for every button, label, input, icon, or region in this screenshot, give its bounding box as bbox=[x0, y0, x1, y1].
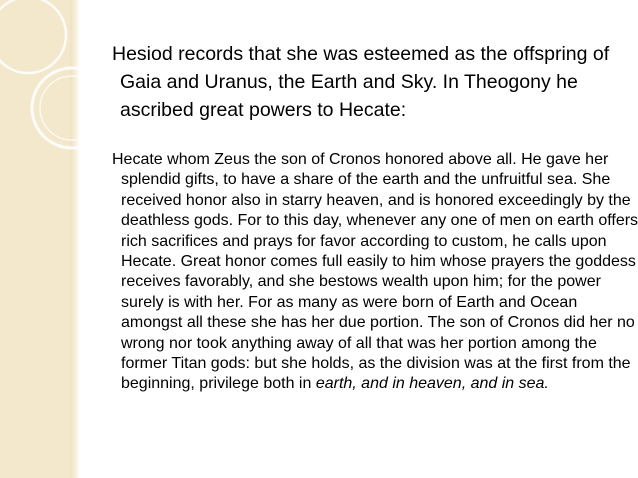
ornament-circle-middle bbox=[32, 68, 112, 148]
ornament-circle-middle-inner bbox=[40, 76, 104, 140]
intro-paragraph: Hesiod records that she was esteemed as the offspring of Gaia and Uranus, the Earth and Sky. In Theogony he ascribed great powers to Hecate: bbox=[112, 43, 610, 121]
ornament-circle-top bbox=[0, 0, 66, 73]
quote-text: Hecate whom Zeus the son of Cronos honored above all. He gave her splendid gifts, to have a share of the earth and the unfruitful sea. She received honor also in starry heaven, and is honored exceedingly by the deathless gods. For to this day, whenever any one of men on earth offers rich sacrifices and prays for favor according to custom, he calls upon Hecate. Great honor comes full easily to him whose prayers the goddess receives favorably, and she bestows wealth upon him; for the power surely is with her. For as many as were born of Earth and Ocean amongst all these she has her due portion. The son of Cronos did her no wrong nor took anything away of all that was her portion among the former Titan gods: but she holds, as the division was at the first from the beginning, privilege both in bbox=[112, 151, 638, 393]
theogony-quote bbox=[112, 150, 638, 395]
quote-italic-ending: earth, and in heaven, and in sea. bbox=[315, 375, 549, 393]
